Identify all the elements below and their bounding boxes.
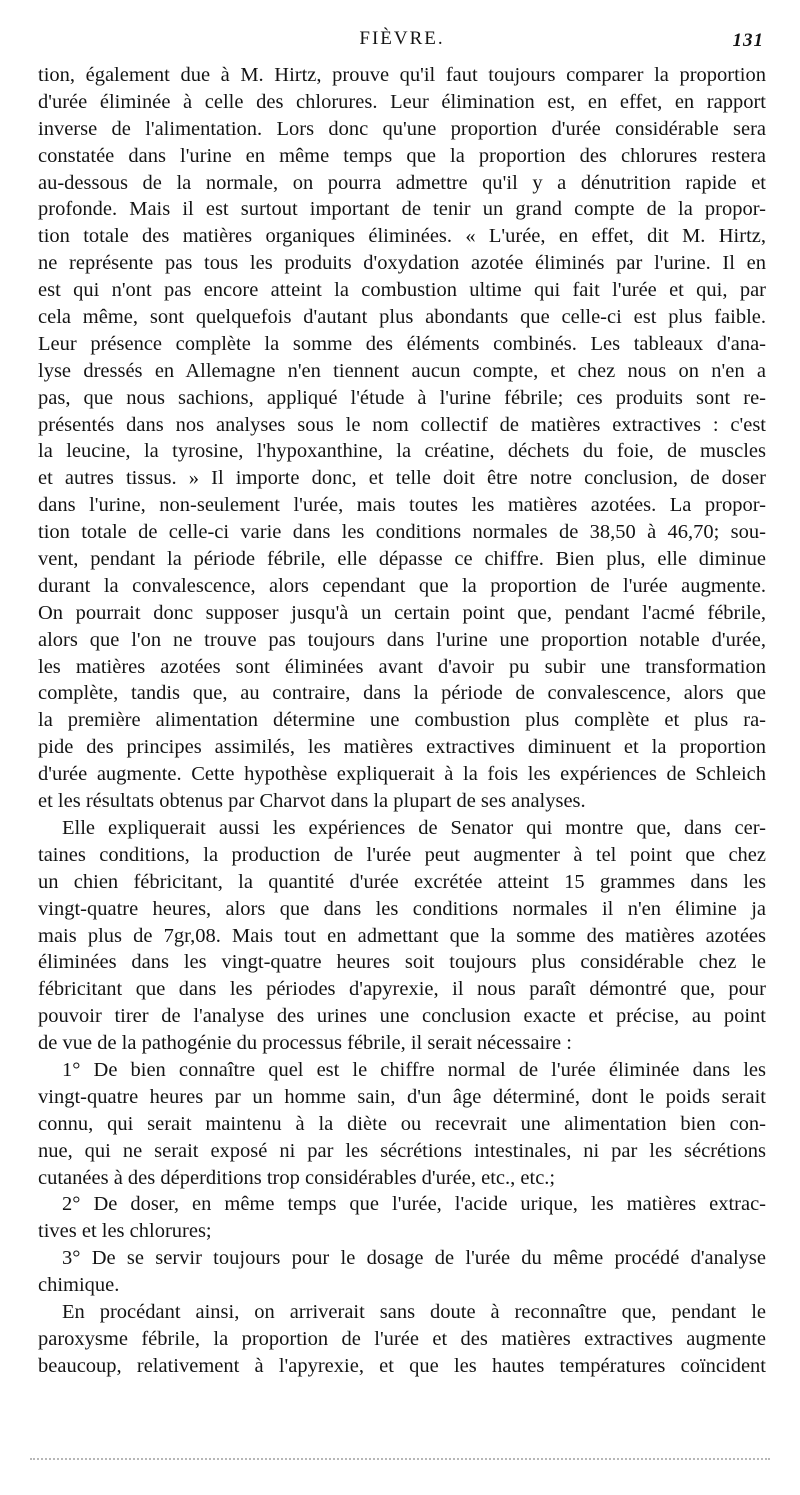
text-line: lyse dressés en Allemagne n'en tiennent aucun compte, et chez nous on n'en a (38, 359, 766, 382)
list-item: 3° De se servir toujours pour le dosage de l'urée du même procédé d'analyse (62, 1247, 766, 1270)
running-title: FIÈVRE. (359, 28, 445, 49)
text-line: durant la convalescence, alors cependant que la proportion de l'urée augmente. (38, 574, 766, 597)
text-line: paroxysme fébrile, la proportion de l'urée et des matières extractives augmente (38, 1327, 766, 1350)
text-line: d'urée augmente. Cette hypothèse expliquerait à la fois les expériences de Schleich (38, 763, 766, 786)
text-line: vingt-quatre heures, alors que dans les conditions normales il n'en élimine ja (38, 897, 766, 920)
page-number: 131 (732, 30, 764, 51)
text-line: d'urée éliminée à celle des chlorures. Leur élimination est, en effet, en rapport (38, 90, 766, 113)
text-line: est qui n'ont pas encore atteint la combustion ultime qui fait l'urée et qui, par (38, 279, 766, 302)
text-line: On pourrait donc supposer jusqu'à un certain point que, pendant l'acmé fébrile, (38, 601, 766, 624)
text-line: la première alimentation détermine une combustion plus complète et plus ra- (38, 709, 766, 732)
text-line: inverse de l'alimentation. Lors donc qu'une proportion d'urée considérable sera (38, 117, 766, 140)
text-line: complète, tandis que, au contraire, dans la période de convalescence, alors que (38, 682, 766, 705)
text-line: ne représente pas tous les produits d'oxydation azotée éliminés par l'urine. Il en (38, 252, 766, 275)
text-line: tives et les chlorures; (38, 1220, 212, 1243)
text-line: chimique. (38, 1274, 120, 1297)
text-line: Elle expliquerait aussi les expériences de Senator qui montre que, dans cer- (62, 816, 766, 839)
text-line: et autres tissus. » Il importe donc, et telle doit être notre conclusion, de doser (38, 467, 766, 490)
text-line: mais plus de 7gr,08. Mais tout en admettant que la somme des matières azotées (38, 924, 766, 947)
text-line: connu, qui serait maintenu à la diète ou recevrait une alimentation bien con- (38, 1112, 766, 1135)
text-line: beaucoup, relativement à l'apyrexie, et que les hautes températures coïncident (38, 1354, 766, 1377)
body-text (38, 62, 766, 1380)
text-line: pouvoir tirer de l'analyse des urines une conclusion exacte et précise, au point (38, 1005, 766, 1028)
page-header (38, 28, 766, 56)
text-line: profonde. Mais il est surtout important de tenir un grand compte de la propor- (38, 198, 766, 221)
text-line: cutanées à des déperditions trop considérables d'urée, etc., etc.; (38, 1166, 556, 1189)
text-line: cela même, sont quelquefois d'autant plus abondants que celle-ci est plus faible. (38, 306, 766, 329)
text-line: En procédant ainsi, on arriverait sans doute à reconnaître que, pendant le (62, 1300, 766, 1323)
text-line: et les résultats obtenus par Charvot dans la plupart de ses analyses. (38, 790, 586, 813)
text-line: tion totale des matières organiques éliminées. « L'urée, en effet, dit M. Hirtz, (38, 225, 766, 248)
text-line: alors que l'on ne trouve pas toujours dans l'urine une proportion notable d'urée, (38, 628, 766, 651)
list-item: 2° De doser, en même temps que l'urée, l'acide urique, les matières extrac- (62, 1193, 766, 1216)
text-line: tion, également due à M. Hirtz, prouve qu'il faut toujours comparer la proportion (38, 64, 766, 86)
text-line: la leucine, la tyrosine, l'hypoxanthine, la créatine, déchets du foie, de muscles (38, 440, 766, 463)
text-line: dans l'urine, non-seulement l'urée, mais toutes les matières azotées. La propor- (38, 494, 766, 517)
text-line: taines conditions, la production de l'urée peut augmenter à tel point que chez (38, 843, 766, 866)
text-line: pide des principes assimilés, les matières extractives diminuent et la proportion (38, 736, 766, 759)
text-line: au-dessous de la normale, on pourra admettre qu'il y a dénutrition rapide et (38, 171, 766, 194)
text-line: pas, que nous sachions, appliqué l'étude à l'urine fébrile; ces produits sont re- (38, 386, 766, 409)
text-line: Leur présence complète la somme des éléments combinés. Les tableaux d'ana- (38, 332, 766, 355)
text-line: nue, qui ne serait exposé ni par les sécrétions intestinales, ni par les sécrétions (38, 1139, 766, 1162)
text-line: un chien fébricitant, la quantité d'urée excrétée atteint 15 grammes dans les (38, 870, 766, 893)
text-line: éliminées dans les vingt-quatre heures soit toujours plus considérable chez le (38, 951, 766, 974)
text-line: de vue de la pathogénie du processus fébrile, il serait nécessaire : (38, 1032, 572, 1055)
text-line: les matières azotées sont éliminées avant d'avoir pu subir une transformation (38, 655, 766, 678)
page-bottom-rule (30, 1458, 770, 1462)
book-page (38, 28, 766, 1380)
text-line: tion totale de celle-ci varie dans les conditions normales de 38,50 à 46,70; sou- (38, 521, 766, 544)
text-line: vent, pendant la période fébrile, elle dépasse ce chiffre. Bien plus, elle diminue (38, 548, 766, 571)
text-line: vingt-quatre heures par un homme sain, d'un âge déterminé, dont le poids serait (38, 1085, 766, 1108)
text-line: fébricitant que dans les périodes d'apyrexie, il nous paraît démontré que, pour (38, 978, 766, 1001)
text-line: constatée dans l'urine en même temps que la proportion des chlorures restera (38, 144, 766, 167)
text-line: présentés dans nos analyses sous le nom collectif de matières extractives : c'est (38, 413, 766, 436)
list-item: 1° De bien connaître quel est le chiffre normal de l'urée éliminée dans les (62, 1058, 766, 1081)
